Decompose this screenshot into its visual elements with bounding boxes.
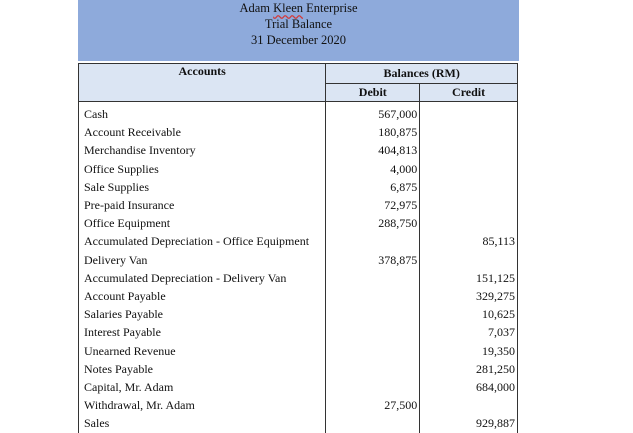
debit-value: 72,975 <box>326 196 420 214</box>
account-name: Account Payable <box>79 287 326 305</box>
table-row <box>79 251 518 269</box>
account-name: Accumulated Depreciation - Delivery Van <box>79 269 326 287</box>
account-name: Accumulated Depreciation - Office Equipment <box>79 232 326 250</box>
credit-value: 85,113 <box>420 232 518 250</box>
credit-value: 7,037 <box>420 323 518 341</box>
debit-value <box>326 287 420 305</box>
credit-value: 19,350 <box>420 342 518 360</box>
credit-value <box>420 160 518 178</box>
table-row <box>79 196 518 214</box>
debit-value <box>326 305 420 323</box>
account-name: Withdrawal, Mr. Adam <box>79 396 326 414</box>
credit-header: Credit <box>420 84 518 102</box>
company-name-misspelled: Kleen <box>273 1 304 15</box>
table-row <box>79 360 518 378</box>
table-row <box>79 123 518 141</box>
table-row <box>79 414 518 432</box>
table-row <box>79 105 518 123</box>
account-name: Capital, Mr. Adam <box>79 378 326 396</box>
table-row <box>79 342 518 360</box>
credit-value <box>420 105 518 123</box>
account-name: Cash <box>79 105 326 123</box>
debit-value <box>326 232 420 250</box>
report-header <box>78 0 519 61</box>
credit-value <box>420 196 518 214</box>
credit-value: 929,887 <box>420 414 518 432</box>
credit-value <box>420 178 518 196</box>
credit-value: 329,275 <box>420 287 518 305</box>
credit-value: 684,000 <box>420 378 518 396</box>
balances-header: Balances (RM) <box>326 64 518 84</box>
debit-value <box>326 323 420 341</box>
debit-value: 180,875 <box>326 123 420 141</box>
account-name: Unearned Revenue <box>79 342 326 360</box>
account-name: Interest Payable <box>79 323 326 341</box>
debit-value: 6,875 <box>326 178 420 196</box>
table-row <box>79 323 518 341</box>
credit-value: 10,625 <box>420 305 518 323</box>
account-name: Office Supplies <box>79 160 326 178</box>
company-name-part: Adam <box>239 1 274 15</box>
account-name: Pre-paid Insurance <box>79 196 326 214</box>
accounts-header: Accounts <box>79 64 326 102</box>
debit-header: Debit <box>326 84 420 102</box>
table-row <box>79 160 518 178</box>
table-row <box>79 305 518 323</box>
debit-value: 378,875 <box>326 251 420 269</box>
credit-value <box>420 214 518 232</box>
account-name: Delivery Van <box>79 251 326 269</box>
account-name: Merchandise Inventory <box>79 141 326 159</box>
table-row <box>79 378 518 396</box>
report-title: Trial Balance <box>264 17 333 31</box>
credit-value <box>420 396 518 414</box>
credit-value: 281,250 <box>420 360 518 378</box>
account-name: Office Equipment <box>79 214 326 232</box>
debit-value: 27,500 <box>326 396 420 414</box>
credit-value <box>420 251 518 269</box>
company-name-part: Enterprise <box>303 1 358 15</box>
credit-value <box>420 123 518 141</box>
table-row <box>79 396 518 414</box>
account-name: Sales <box>79 414 326 432</box>
account-name: Sale Supplies <box>79 178 326 196</box>
table-row <box>79 214 518 232</box>
table-row <box>79 141 518 159</box>
debit-value: 4,000 <box>326 160 420 178</box>
trial-balance-table <box>78 63 518 433</box>
table-row <box>79 287 518 305</box>
credit-value <box>420 141 518 159</box>
debit-value <box>326 414 420 432</box>
debit-value <box>326 360 420 378</box>
report-date: 31 December 2020 <box>250 33 347 47</box>
debit-value <box>326 378 420 396</box>
table-row <box>79 269 518 287</box>
debit-value: 567,000 <box>326 105 420 123</box>
debit-value: 404,813 <box>326 141 420 159</box>
table-row <box>79 232 518 250</box>
account-name: Account Receivable <box>79 123 326 141</box>
account-name: Salaries Payable <box>79 305 326 323</box>
debit-value: 288,750 <box>326 214 420 232</box>
debit-value <box>326 342 420 360</box>
credit-value: 151,125 <box>420 269 518 287</box>
company-name <box>78 0 519 16</box>
account-name: Notes Payable <box>79 360 326 378</box>
table-row <box>79 178 518 196</box>
debit-value <box>326 269 420 287</box>
